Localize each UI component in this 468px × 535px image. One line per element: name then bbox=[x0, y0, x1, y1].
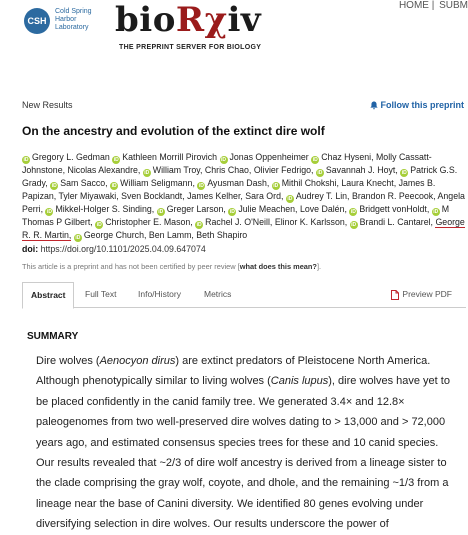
bell-icon bbox=[370, 101, 378, 110]
brand-bio: bio bbox=[115, 0, 176, 40]
doi-label: doi: bbox=[22, 244, 39, 254]
orcid-icon[interactable]: iD bbox=[221, 157, 227, 163]
brand-chi: χ bbox=[204, 0, 228, 40]
author-name: Brandon R. Peecook, Angela Perri, bbox=[22, 191, 465, 214]
orcid-icon[interactable]: iD bbox=[23, 157, 29, 163]
orcid-icon[interactable]: iD bbox=[51, 183, 57, 189]
author-name: George R. R. Martin, bbox=[22, 217, 465, 240]
orcid-icon[interactable]: iD bbox=[287, 196, 293, 202]
author-entry[interactable] bbox=[275, 217, 347, 227]
orcid-icon[interactable]: iD bbox=[46, 209, 52, 215]
author-entry[interactable] bbox=[286, 191, 350, 201]
author-entry[interactable] bbox=[350, 217, 433, 227]
tab-metrics[interactable]: Metrics bbox=[204, 289, 232, 299]
orcid-icon[interactable]: iD bbox=[273, 183, 279, 189]
orcid-icon[interactable]: iD bbox=[144, 170, 150, 176]
author-name: Julie Meachen, bbox=[238, 204, 298, 214]
summary-heading: SUMMARY bbox=[27, 331, 79, 342]
author-name: Rachel J. O'Neill, bbox=[205, 217, 273, 227]
author-entry[interactable] bbox=[316, 165, 398, 175]
author-entry[interactable] bbox=[110, 178, 195, 188]
home-link[interactable]: HOME bbox=[398, 0, 429, 11]
biorxiv-logo[interactable] bbox=[115, 0, 261, 40]
author-name: Jonas Oppenheimer bbox=[229, 152, 309, 162]
orcid-icon[interactable]: iD bbox=[96, 222, 102, 228]
orcid-icon[interactable]: iD bbox=[158, 209, 164, 215]
author-name: Mithil Chokshi, Laura Knecht, bbox=[281, 178, 397, 188]
species-name-2: Canis lupus bbox=[270, 375, 329, 388]
csh-logo-icon[interactable]: CSH bbox=[24, 8, 50, 34]
author-name: Kathleen Morrill Pirovich bbox=[122, 152, 218, 162]
summary-part-3: ), dire wolves have yet to be placed confidently in the canid family tree. We generated 3.4× and 12.8× paleogenomes from two well-preserved dire wolves dating to > 13,000 and > 72,000 years ago, and estimated consensus species trees for these and 10 canid species. Our results revealed that ~2/3 of dire wolf ancestry is derived from a lineage sister to the clade comprising the gray wolf, coyote, and dhole, and the remaining ~1/3 from a lineage near the base of Canini diversity. We identified 80 genes evolving under diversifying selection in dire wolves. Our results underscore the power of bbox=[36, 375, 450, 531]
author-entry[interactable] bbox=[220, 152, 309, 162]
summary-part-1: Dire wolves ( bbox=[36, 355, 100, 367]
brand-iv: iv bbox=[227, 0, 262, 40]
orcid-icon[interactable]: iD bbox=[351, 222, 357, 228]
page-title: On the ancestry and evolution of the extinct dire wolf bbox=[22, 124, 325, 138]
doi-line bbox=[22, 244, 206, 254]
author-entry[interactable] bbox=[95, 217, 193, 227]
orcid-icon[interactable]: iD bbox=[401, 170, 407, 176]
orcid-icon[interactable]: iD bbox=[75, 235, 81, 241]
author-name: Patrick G.S. Grady, bbox=[22, 165, 458, 188]
author-entry[interactable] bbox=[300, 204, 347, 214]
summary-text bbox=[36, 351, 456, 535]
preview-pdf-button[interactable] bbox=[391, 282, 452, 307]
author-name: William Troy, Chris Chao, Olivier Fedrigo, bbox=[152, 165, 314, 175]
orcid-icon[interactable]: iD bbox=[229, 209, 235, 215]
orcid-icon[interactable]: iD bbox=[113, 157, 119, 163]
author-entry[interactable] bbox=[74, 230, 247, 240]
orcid-icon[interactable]: iD bbox=[111, 183, 117, 189]
author-name: M Thomas P Gilbert, bbox=[22, 204, 450, 227]
orcid-icon[interactable]: iD bbox=[312, 157, 318, 163]
pdf-file-icon bbox=[391, 290, 399, 300]
author-name: Love Dalén, bbox=[299, 204, 347, 214]
author-entry[interactable] bbox=[157, 204, 226, 214]
author-entry[interactable] bbox=[195, 217, 272, 227]
author-entry[interactable] bbox=[349, 204, 429, 214]
doi-link[interactable]: https://doi.org/10.1101/2025.04.09.647074 bbox=[40, 244, 206, 254]
orcid-icon[interactable]: iD bbox=[350, 209, 356, 215]
top-nav: HOME | SUBM bbox=[398, 0, 468, 11]
submit-link[interactable]: SUBM bbox=[439, 0, 468, 11]
author-name: William Seligmann, bbox=[120, 178, 195, 188]
author-entry[interactable] bbox=[272, 178, 396, 188]
author-entry[interactable] bbox=[228, 204, 297, 214]
author-list bbox=[22, 151, 468, 242]
author-name: Greger Larson, bbox=[166, 204, 226, 214]
author-entry[interactable] bbox=[197, 178, 269, 188]
author-name: Bridgett vonHoldt, bbox=[359, 204, 430, 214]
author-name: Brandi L. Cantarel, bbox=[359, 217, 434, 227]
section-label: New Results bbox=[22, 100, 73, 110]
author-entry[interactable] bbox=[112, 152, 217, 162]
author-entry[interactable] bbox=[143, 165, 314, 175]
csh-logo-text[interactable]: Cold Spring Harbor Laboratory bbox=[55, 8, 92, 31]
author-name: Audrey T. Lin, bbox=[295, 191, 350, 201]
preview-pdf-label: Preview PDF bbox=[402, 289, 452, 299]
notice-text: This article is a preprint and has not been certified by peer review [ bbox=[22, 262, 240, 271]
tab-info-history[interactable]: Info/History bbox=[138, 289, 181, 299]
author-name: Ayusman Dash, bbox=[207, 178, 270, 188]
author-name: Christopher E. Mason, bbox=[105, 217, 193, 227]
tagline: THE PREPRINT SERVER FOR BIOLOGY bbox=[119, 44, 262, 51]
author-name: Mikkel-Holger S. Sinding, bbox=[55, 204, 155, 214]
notice-end: ]. bbox=[316, 262, 322, 271]
article-tabs bbox=[22, 282, 466, 308]
follow-label: Follow this preprint bbox=[380, 100, 464, 110]
author-name: Elinor K. Karlsson, bbox=[274, 217, 348, 227]
author-entry[interactable] bbox=[50, 178, 107, 188]
author-name: Chaz Hyseni, bbox=[321, 152, 374, 162]
tab-abstract[interactable]: Abstract bbox=[22, 282, 74, 309]
orcid-icon[interactable]: iD bbox=[433, 209, 439, 215]
author-entry[interactable] bbox=[22, 152, 110, 162]
author-name: Sam Sacco, bbox=[60, 178, 108, 188]
author-name: James B. Papizan, Tyler Miyawaki, Sven Bocklandt, James Kelher, Sara Ord, bbox=[22, 178, 436, 201]
author-entry[interactable] bbox=[45, 204, 154, 214]
species-name-1: Aenocyon dirus bbox=[99, 355, 176, 367]
tab-full-text[interactable]: Full Text bbox=[85, 289, 117, 299]
author-entry[interactable] bbox=[311, 152, 373, 162]
orcid-icon[interactable]: iD bbox=[317, 170, 323, 176]
brand-r: R bbox=[175, 0, 205, 40]
author-name: Savannah J. Hoyt, bbox=[325, 165, 398, 175]
summary-part-2: ) are extinct predators of Pleistocene North America. Although phenotypically similar to living wolves ( bbox=[36, 355, 431, 388]
author-name: Molly Cassatt-Johnstone, Nicolas Alexandre, bbox=[22, 152, 432, 175]
author-name: George Church, Ben Lamm, Beth Shapiro bbox=[83, 230, 248, 240]
author-name: Gregory L. Gedman bbox=[32, 152, 110, 162]
notice-link[interactable]: what does this mean? bbox=[239, 262, 317, 271]
orcid-icon[interactable]: iD bbox=[196, 222, 202, 228]
follow-button[interactable] bbox=[370, 100, 465, 110]
orcid-icon[interactable]: iD bbox=[198, 183, 204, 189]
preprint-notice bbox=[22, 262, 321, 271]
